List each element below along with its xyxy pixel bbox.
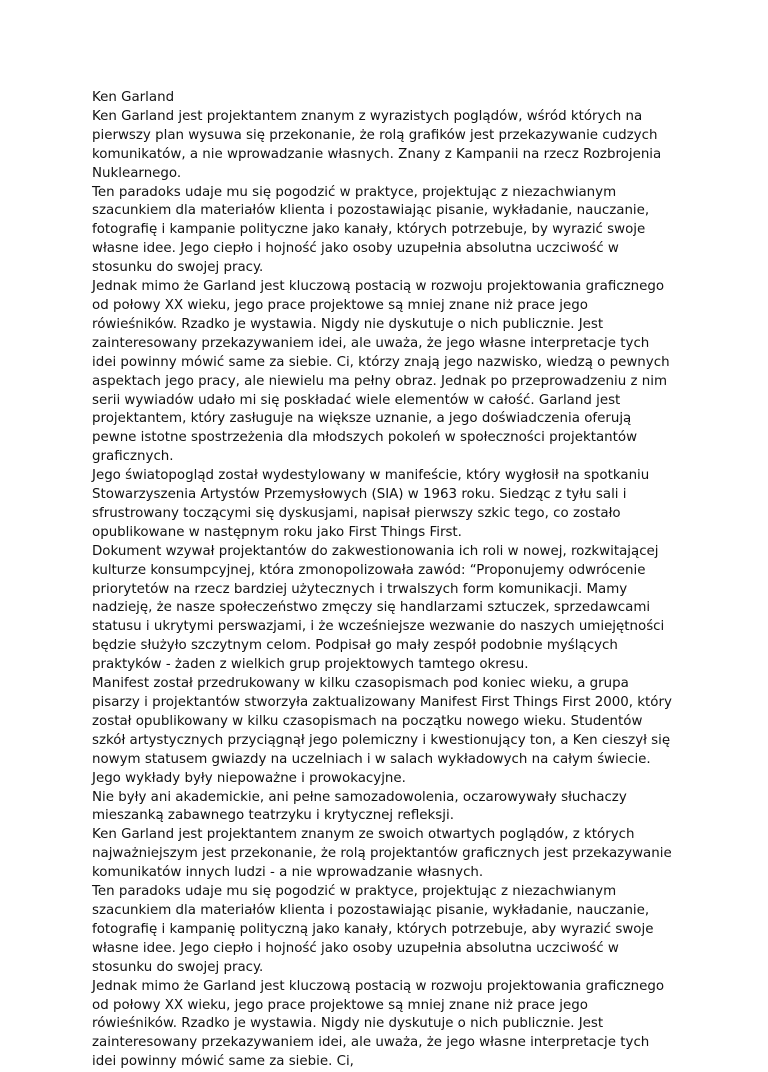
document-title: Ken Garland — [92, 90, 175, 105]
paragraph-8: Ken Garland jest projektantem znanym ze swoich otwartych poglądów, z których najważniejszym jest przekonanie, że rolą projektantów graficznych jest przekazywanie komunikatów innych ludzi - a nie wprowadzanie własnych. — [92, 827, 672, 881]
paragraph-4: Jego światopogląd został wydestylowany w manifeście, który wygłosił na spotkaniu Stowarzyszenia Artystów Przemysłowych (SIA) w 1963 roku. Siedząc z tyłu sali i sfrustrowany toczącymi się dyskusjami, napisał pierwszy szkic tego, co zostało opublikowane w następnym roku jako First Things First. — [92, 468, 650, 540]
paragraph-1: Ken Garland jest projektantem znanym z wyrazistych poglądów, wśród których na pierwszy plan wysuwa się przekonanie, że rolą grafików jest przekazywanie cudzych komunikatów, a nie wprowadzanie własnych. Znany z Kampanii na rzecz Rozbrojenia Nuklearnego. — [92, 108, 662, 181]
paragraph-6: Manifest został przedrukowany w kilku czasopismach pod koniec wieku, a grupa pisarzy i projektantów stworzyła zaktualizowany Manifest First Things First 2000, który został opublikowany w kilku czasopismach na początku nowego wieku. Studentów szkół artystycznych przyciągnął jego polemiczny i kwestionujący ton, a Ken cieszył się nowym statusem gwiazdy na uczelniach i w salach wykładowych na całym świecie. Jego wykłady były niepoważne i prowokacyjne. — [92, 676, 672, 786]
paragraph-5: Dokument wzywał projektantów do zakwestionowania ich roli w nowej, rozkwitającej kulturze konsumpcyjnej, która zmonopolizowała zawód: “Proponujemy odwrócenie priorytetów na rzecz bardziej użytecznych i trwalszych form komunikacji. Mamy nadzieję, że nasze społeczeństwo zmęczy się handlarzami sztuczek, sprzedawcami statusu i ukrytymi perswazjami, i że wcześniejsze wezwanie do naszych umiejętności będzie służyło szczytnym celom. Podpisał go mały zespół podobnie myślących praktyków - żaden z wielkich grup projektowych tamtego okresu. — [92, 543, 665, 673]
paragraph-3: Jednak mimo że Garland jest kluczową postacią w rozwoju projektowania graficznego od połowy XX wieku, jego prace projektowe są mniej znane niż prace jego rówieśników. Rzadko je wystawia. Nigdy nie dyskutuje o nich publicznie. Jest zainteresowany przekazywaniem idei, ale uważa, że jego własne interpretacje tych idei powinny mówić same za siebie. Ci, którzy znają jego nazwisko, wiedzą o pewnych aspektach jego pracy, ale niewielu ma pełny obraz. Jednak po przeprowadzeniu z nim serii wywiadów udało mi się poskładać wiele elementów w całość. Garland jest projektantem, który zasługuje na większe uznanie, a jego doświadczenia oferują pewne istotne spostrzeżenia dla młodszych pokoleń w społeczności projektantów graficznych. — [92, 279, 670, 465]
paragraph-2: Ten paradoks udaje mu się pogodzić w praktyce, projektując z niezachwianym szacunkiem dla materiałów klienta i pozostawiając pisanie, wykładanie, nauczanie, fotografię i kampanie polityczne jako kanały, których potrzebuje, by wyrazić swoje własne idee. Jego ciepło i hojność jako osoby uzupełnia absolutna uczciwość w stosunku do swojej pracy. — [92, 184, 650, 276]
paragraph-9: Ten paradoks udaje mu się pogodzić w praktyce, projektując z niezachwianym szacunkiem dla materiałów klienta i pozostawiając pisanie, wykładanie, nauczanie, fotografię i kampanię polityczną jako kanały, których potrzebuje, aby wyrazić swoje własne idee. Jego ciepło i hojność jako osoby uzupełnia absolutna uczciwość w stosunku do swojej pracy. — [92, 884, 654, 975]
paragraph-7: Nie były ani akademickie, ani pełne samozadowolenia, oczarowywały słuchaczy mieszanką zabawnego teatrzyku i krytycznej refleksji. — [92, 789, 627, 824]
paragraph-10: Jednak mimo że Garland jest kluczową postacią w rozwoju projektowania graficznego od połowy XX wieku, jego prace projektowe są mniej znane niż prace jego rówieśników. Rzadko je wystawia. Nigdy nie dyskutuje o nich publicznie. Jest zainteresowany przekazywaniem idei, ale uważa, że jego własne interpretacje tych idei powinny mówić same za siebie. Ci, — [92, 978, 665, 1070]
document-page — [92, 89, 672, 1072]
